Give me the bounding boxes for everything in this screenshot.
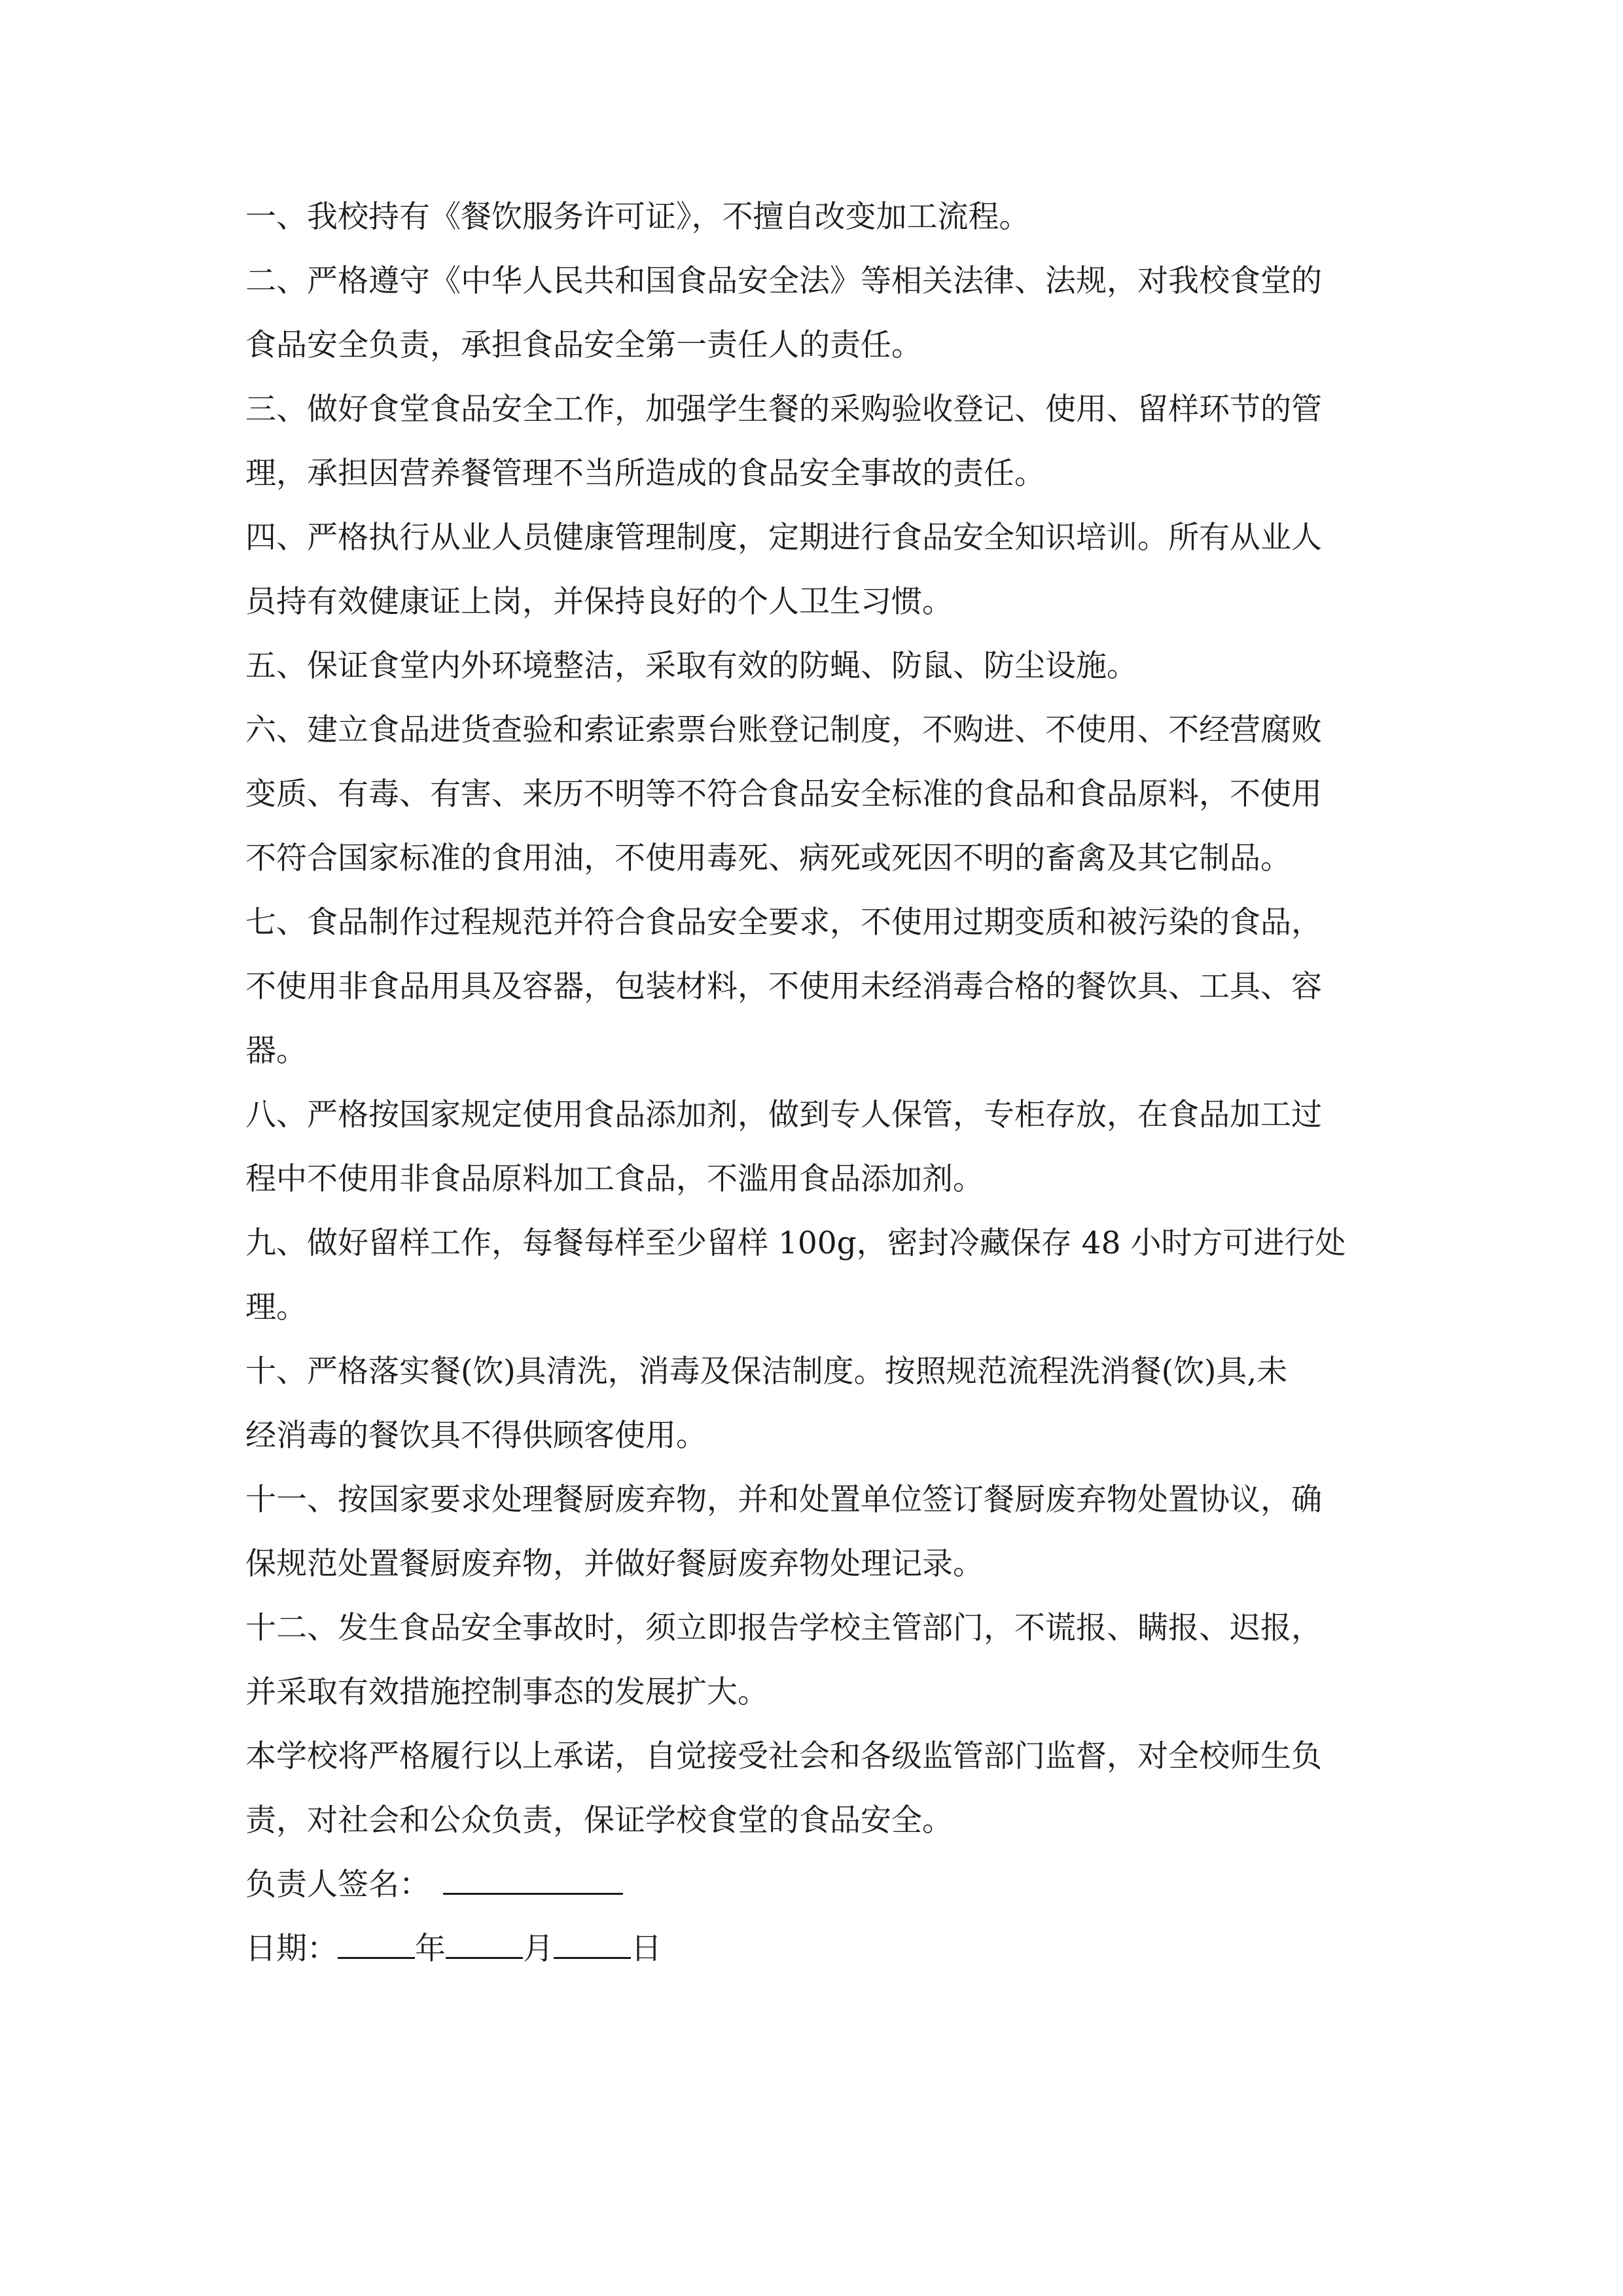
date-day-field[interactable] [554,1928,631,1959]
text-line: 六、建立食品进货查验和索证索票台账登记制度，不购进、不使用、不经营腐败 [245,712,1322,748]
text-line: 七、食品制作过程规范并符合食品安全要求，不使用过期变质和被污染的食品， [245,905,1322,941]
date-month-field[interactable] [446,1928,523,1959]
text-line: 并采取有效措施控制事态的发展扩大。 [245,1674,768,1710]
text-line: 八、严格按国家规定使用食品添加剂，做到专人保管，专柜存放，在食品加工过 [245,1097,1322,1133]
date-label: 日期： [245,1931,338,1967]
signature-field[interactable] [443,1864,623,1895]
signature-label: 负责人签名： [245,1867,430,1903]
text-line: 本学校将严格履行以上承诺，自觉接受社会和各级监管部门监督，对全校师生负 [245,1738,1322,1774]
text-line: 保规范处置餐厨废弃物，并做好餐厨废弃物处理记录。 [245,1546,984,1582]
text-line: 责，对社会和公众负责，保证学校食堂的食品安全。 [245,1803,953,1839]
date-month-label: 月 [523,1931,554,1967]
text-line: 不使用非食品用具及容器，包装材料，不使用未经消毒合格的餐饮具、工具、容 [245,969,1322,1005]
text-line: 二、严格遵守《中华人民共和国食品安全法》等相关法律、法规，对我校食堂的 [245,263,1322,299]
date-year-field[interactable] [338,1928,415,1959]
text-line: 理。 [245,1289,307,1325]
text-line: 四、严格执行从业人员健康管理制度，定期进行食品安全知识培训。所有从业人 [245,520,1322,556]
text-line: 十一、按国家要求处理餐厨废弃物，并和处置单位签订餐厨废弃物处置协议，确 [245,1482,1322,1518]
text-line: 器。 [245,1033,307,1069]
date-row [245,1928,662,1970]
text-line: 程中不使用非食品原料加工食品，不滥用食品添加剂。 [245,1161,984,1197]
text-line: 理，承担因营养餐管理不当所造成的食品安全事故的责任。 [245,456,1045,492]
text-line: 一、我校持有《餐饮服务许可证》，不擅自改变加工流程。 [245,199,1030,235]
text-line: 员持有效健康证上岗，并保持良好的个人卫生习惯。 [245,584,953,620]
text-line: 变质、有毒、有害、来历不明等不符合食品安全标准的食品和食品原料，不使用 [245,776,1322,812]
text-line: 食品安全负责，承担食品安全第一责任人的责任。 [245,327,922,363]
text-line: 不符合国家标准的食用油，不使用毒死、病死或死因不明的畜禽及其它制品。 [245,840,1291,876]
text-line: 五、保证食堂内外环境整洁，采取有效的防蝇、防鼠、防尘设施。 [245,648,1137,684]
text-line: 三、做好食堂食品安全工作，加强学生餐的采购验收登记、使用、留样环节的管 [245,391,1322,427]
date-day-label: 日 [631,1931,662,1967]
text-line: 经消毒的餐饮具不得供顾客使用。 [245,1418,707,1454]
text-line: 十、严格落实餐(饮)具清洗，消毒及保洁制度。按照规范流程洗消餐(饮)具,未 [245,1354,1288,1390]
text-line: 九、做好留样工作，每餐每样至少留样 100g，密封冷藏保存 48 小时方可进行处 [245,1225,1346,1261]
date-year-label: 年 [415,1931,446,1967]
text-line: 十二、发生食品安全事故时，须立即报告学校主管部门，不谎报、瞒报、迟报， [245,1610,1322,1646]
signature-row [245,1864,623,1906]
